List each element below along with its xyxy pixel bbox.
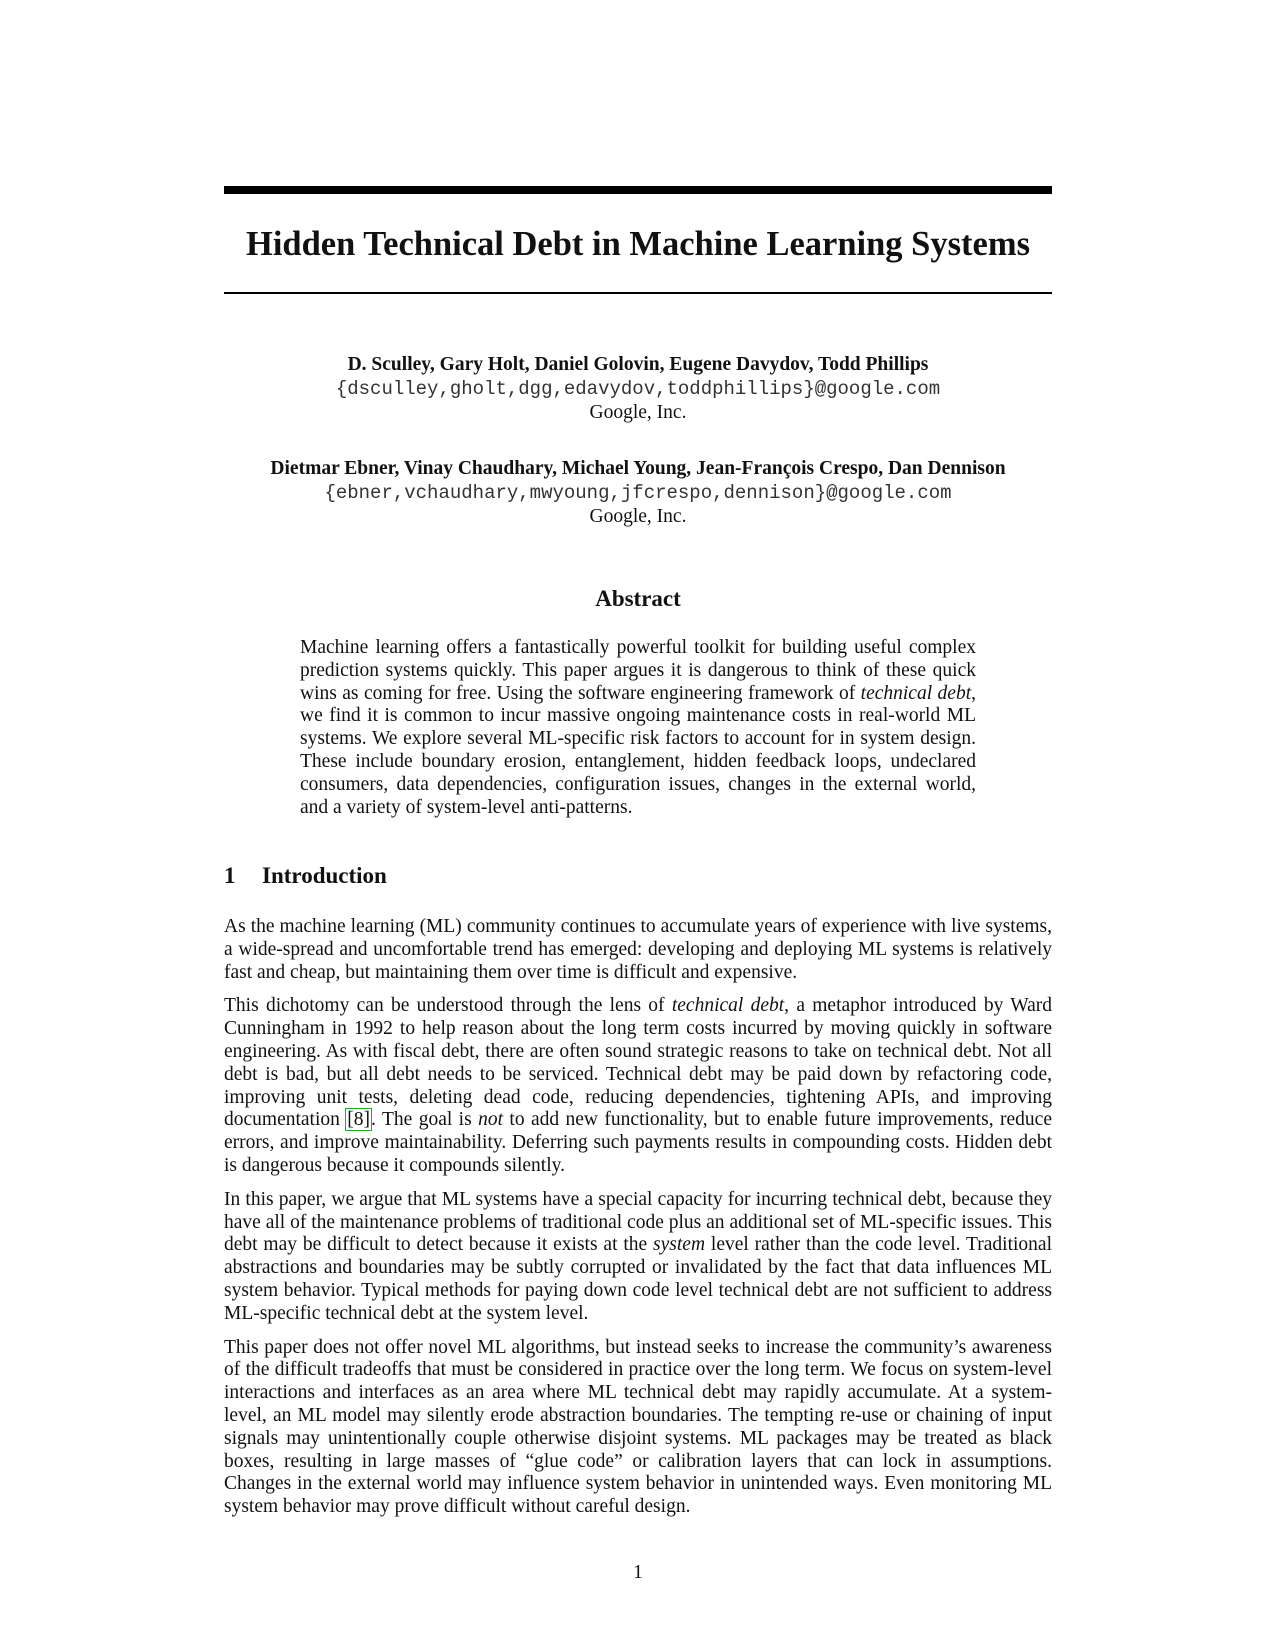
paragraph: As the machine learning (ML) community continues to accumulate years of experience with live systems, a wide-spread and uncomfortable trend has emerged: developing and deploying ML systems is relatively fast and cheap, but maintaining them over time is difficult and expensive.: [224, 916, 1052, 983]
author-emails: {ebner,vchaudhary,mwyoung,jfcrespo,dennison}@google.com: [324, 482, 952, 504]
text-run: In this paper, we argue that ML systems have a special capacity for incurring technical debt, because they have all of the maintenance problems of traditional code plus an additional set of ML-specific issues. This debt may be difficult to detect because it exists at the: [224, 1188, 1052, 1256]
text-run: , a metaphor introduced by Ward Cunningham in 1992 to help reason about the long term costs incurred by moving quickly in software engineering. As with fiscal debt, there are often sound strategic reasons to take on technical debt. Not all debt is bad, but all debt needs to be serviced. Technical debt may be paid down by refactoring code, improving unit tests, deleting dead code, reducing dependencies, tightening APIs, and improving documentation: [224, 995, 1053, 1131]
abstract-text-part: Machine learning offers a fantastically powerful toolkit for building useful complex prediction systems quickly. This paper argues it is dangerous to think of these quick wins as coming for free. Using the software engineering framework of: [300, 637, 976, 704]
title-top-rule: [224, 186, 1052, 194]
section-title: Introduction: [262, 863, 387, 888]
paragraph: This paper does not offer novel ML algorithms, but instead seeks to increase the community’s awareness of the difficult tradeoffs that must be considered in practice over the long term. We focus on system-level interactions and interfaces as an area where ML technical debt may rapidly accumulate. At a system-level, an ML model may silently erode abstraction boundaries. The tempting re-use or chaining of input signals may unintentionally couple otherwise disjoint systems. ML packages may be treated as black boxes, resulting in large masses of “glue code” or calibration layers that can lock in assumptions. Changes in the external world may influence system behavior in unintended ways. Even monitoring ML system behavior may prove difficult without careful design.: [224, 1336, 1052, 1518]
title-bottom-rule: [224, 292, 1052, 294]
section-number: 1: [224, 863, 236, 888]
text-run: This dichotomy can be understood through the lens of: [224, 995, 672, 1017]
text-run: level rather than the code level. Traditional abstractions and boundaries may be subtly corrupted or invalidated by the fact that data influences ML system behavior. Typical methods for paying down code level technical debt are not sufficient to address ML-specific technical debt at the system level.: [224, 1234, 1052, 1324]
text-run: . The goal is: [371, 1109, 479, 1131]
paper-title: Hidden Technical Debt in Machine Learning Systems: [246, 225, 1030, 263]
author-affiliation: Google, Inc.: [589, 402, 687, 423]
emphasis: system: [653, 1234, 706, 1256]
introduction-body: [224, 916, 1052, 1530]
abstract-text-part: , we find it is common to incur massive ongoing maintenance costs in real-world ML systems. We explore several ML-specific risk factors to account for in system design. These include boundary erosion, entanglement, hidden feedback loops, undeclared consumers, data dependencies, configuration issues, changes in the external world, and a variety of system-level anti-patterns.: [300, 682, 977, 818]
abstract-text: [300, 637, 976, 819]
emphasis: technical debt: [671, 995, 785, 1017]
paragraph: [224, 995, 1052, 1177]
page-number: 1: [633, 1562, 643, 1583]
text-run: to add new functionality, but to enable future improvements, reduce errors, and improve maintainability. Deferring such payments results in compounding costs. Hidden debt is dangerous because it compounds silently.: [224, 1109, 1052, 1176]
abstract-heading: Abstract: [595, 586, 681, 611]
author-group-1: [224, 353, 1052, 424]
citation-link[interactable]: [8]: [347, 1109, 371, 1131]
author-names: Dietmar Ebner, Vinay Chaudhary, Michael Young, Jean-François Crespo, Dan Dennison: [270, 458, 1006, 479]
emphasis: not: [478, 1109, 503, 1131]
author-group-2: [224, 457, 1052, 528]
author-emails: {dsculley,gholt,dgg,edavydov,toddphillips}@google.com: [335, 378, 941, 400]
paragraph: [224, 1189, 1052, 1326]
section-heading: [224, 861, 1052, 891]
abstract-emphasis: technical debt: [860, 682, 972, 704]
author-names: D. Sculley, Gary Holt, Daniel Golovin, Eugene Davydov, Todd Phillips: [347, 354, 929, 375]
author-affiliation: Google, Inc.: [589, 506, 687, 527]
